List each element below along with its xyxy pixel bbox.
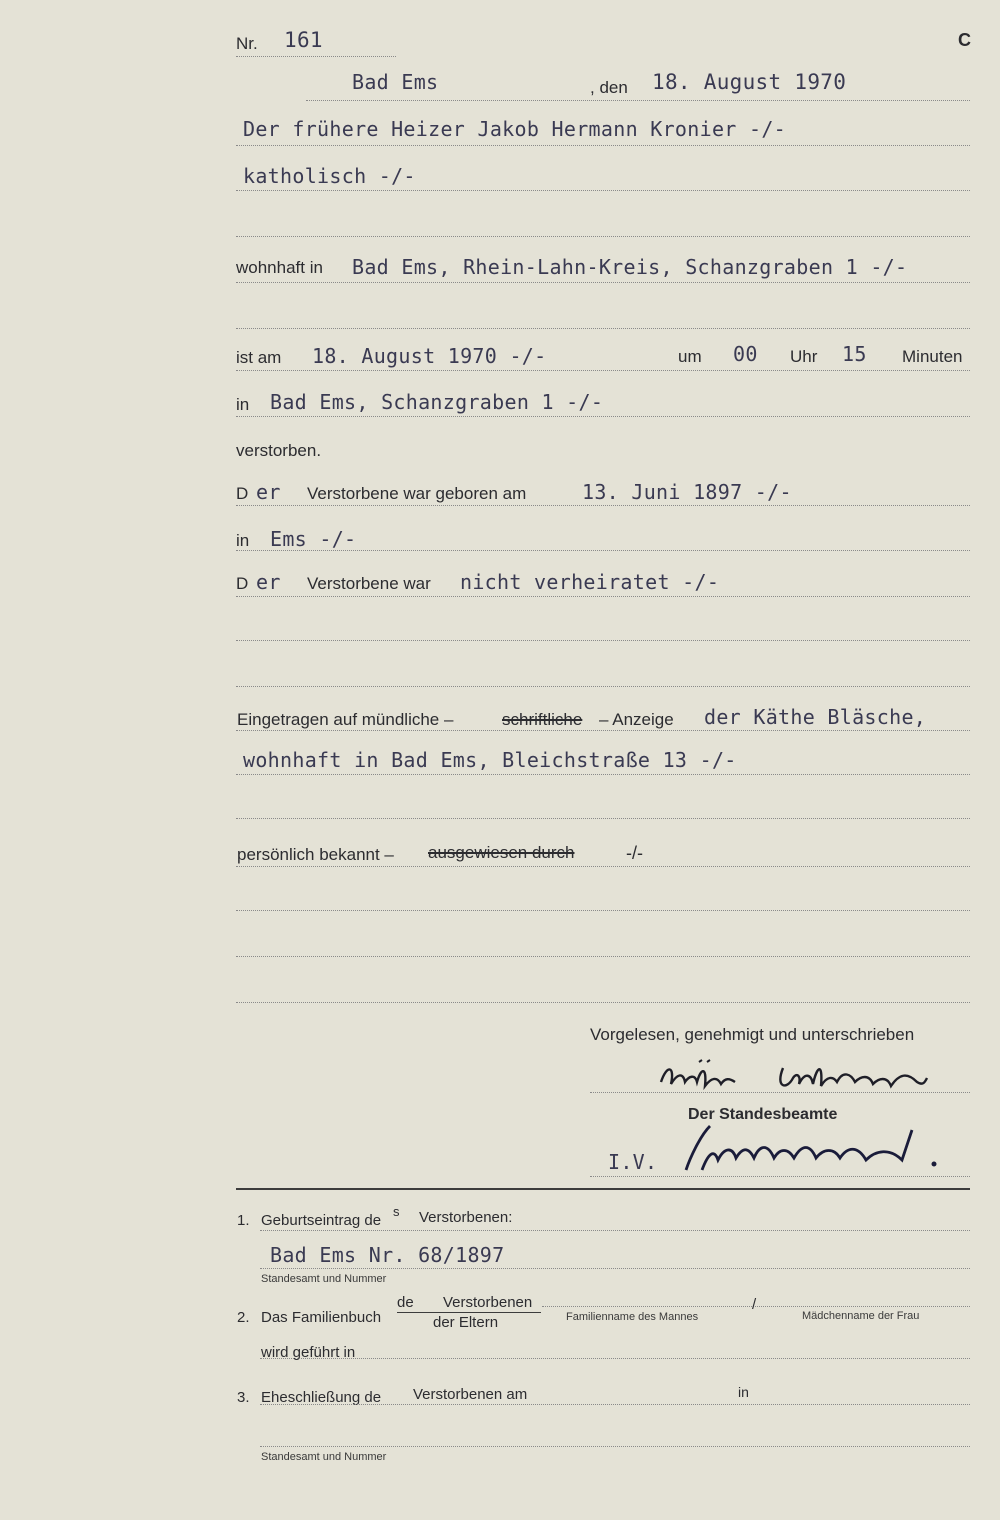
dotted-line	[236, 505, 970, 506]
der-prefix-2: D	[236, 574, 249, 593]
known-value: -/-	[626, 843, 643, 863]
dotted-line	[236, 686, 970, 687]
informant: der Käthe Bläsche,	[704, 705, 927, 729]
uhr-label: Uhr	[790, 347, 818, 366]
item3-number: 3.	[237, 1389, 250, 1406]
birth-register-entry: Bad Ems Nr. 68/1897	[270, 1243, 505, 1267]
dotted-line	[236, 956, 970, 957]
item2-de: de	[397, 1294, 414, 1311]
kept-in-label: wird geführt in	[261, 1344, 356, 1361]
dotted-line	[236, 866, 970, 867]
dotted-line	[236, 328, 970, 329]
dotted-line	[236, 145, 970, 146]
born-label: Verstorbene war geboren am	[307, 484, 527, 503]
deceased-line-1: Der frühere Heizer Jakob Hermann Kronier -/-	[243, 117, 787, 141]
ist-am-label: ist am	[236, 348, 282, 367]
husband-name-caption: Familienname des Mannes	[566, 1311, 699, 1323]
dotted-line	[236, 596, 970, 597]
registration-date: 18. August 1970	[652, 70, 847, 94]
dotted-line	[260, 1268, 970, 1269]
item2-number: 2.	[237, 1309, 250, 1326]
fraction-line	[397, 1312, 541, 1313]
wohnhaft-label: wohnhaft in	[236, 258, 323, 277]
death-place: Bad Ems, Schanzgraben 1 -/-	[270, 390, 604, 414]
item3-label: Eheschließung de	[261, 1389, 382, 1406]
item2-deceased: Verstorbenen	[443, 1294, 533, 1311]
iv-label: I.V.	[608, 1150, 658, 1174]
dotted-line	[236, 370, 970, 371]
dotted-line	[236, 550, 970, 551]
in-label: in	[236, 395, 250, 414]
item1-sup: s	[393, 1204, 400, 1219]
dotted-line	[236, 1002, 970, 1003]
item2-slash: /	[752, 1296, 757, 1313]
struck-identified: ausgewiesen durch	[428, 843, 575, 862]
item1-number: 1.	[237, 1212, 250, 1229]
der-prefix: D	[236, 484, 249, 503]
dotted-line	[236, 282, 970, 283]
birth-in-label: in	[236, 531, 250, 550]
der-typed: er	[256, 480, 281, 504]
date-dotted-line	[306, 100, 970, 101]
marital-label: Verstorbene war	[307, 574, 431, 593]
dotted-line	[236, 190, 970, 191]
registrar-label: Der Standesbeamte	[688, 1106, 838, 1123]
item3-value: Verstorbenen am	[413, 1386, 528, 1403]
dotted-line	[236, 774, 970, 775]
register-number: 161	[284, 28, 323, 52]
religion: katholisch -/-	[243, 164, 416, 188]
wife-name-caption: Mädchenname der Frau	[802, 1310, 920, 1322]
registrar-signature	[680, 1118, 950, 1180]
birth-place: Ems -/-	[270, 527, 357, 551]
dotted-line	[236, 640, 970, 641]
item1-suffix: Verstorbenen:	[419, 1209, 513, 1226]
dotted-line	[236, 416, 970, 417]
informant-address: wohnhaft in Bad Ems, Bleichstraße 13 -/-	[243, 748, 737, 772]
corner-letter: C	[958, 30, 971, 50]
item2-label: Das Familienbuch	[261, 1309, 382, 1326]
nr-label: Nr.	[236, 34, 258, 53]
marital-status: nicht verheiratet -/-	[460, 570, 720, 594]
item2-parents: der Eltern	[433, 1314, 499, 1331]
der-typed-2: er	[256, 570, 281, 594]
item1-label: Geburtseintrag de	[261, 1212, 382, 1229]
dotted-line	[236, 818, 970, 819]
minuten-label: Minuten	[902, 347, 963, 366]
dotted-line	[236, 910, 970, 911]
um-label: um	[678, 347, 702, 366]
dotted-line	[260, 1404, 970, 1405]
death-hour: 00	[733, 342, 758, 366]
registration-suffix: – Anzeige	[599, 710, 674, 729]
death-date: 18. August 1970 -/-	[312, 344, 547, 368]
item3-in: in	[738, 1384, 749, 1400]
dotted-line	[236, 236, 970, 237]
standesamt-caption-2: Standesamt und Nummer	[261, 1451, 387, 1463]
registration-prefix: Eingetragen auf mündliche –	[237, 710, 454, 729]
nr-dotted-line	[236, 56, 396, 57]
struck-written: schriftliche	[502, 710, 583, 729]
dotted-line	[260, 1358, 970, 1359]
birth-date: 13. Juni 1897 -/-	[582, 480, 792, 504]
den-label: , den	[590, 78, 628, 97]
standesamt-caption: Standesamt und Nummer	[261, 1273, 387, 1285]
verstorben-label: verstorben.	[236, 441, 322, 460]
dotted-line	[590, 1092, 970, 1093]
dotted-line	[260, 1230, 970, 1231]
dotted-line	[236, 730, 970, 731]
read-approved-signed: Vorgelesen, genehmigt und unterschrieben	[590, 1025, 915, 1044]
dotted-line	[590, 1176, 970, 1177]
place-of-registration: Bad Ems	[352, 70, 439, 94]
dotted-line	[260, 1446, 970, 1447]
known-prefix: persönlich bekannt –	[237, 845, 394, 864]
residence: Bad Ems, Rhein-Lahn-Kreis, Schanzgraben 1 -/-	[352, 255, 908, 279]
footer-divider	[236, 1188, 970, 1190]
death-minutes: 15	[842, 342, 867, 366]
